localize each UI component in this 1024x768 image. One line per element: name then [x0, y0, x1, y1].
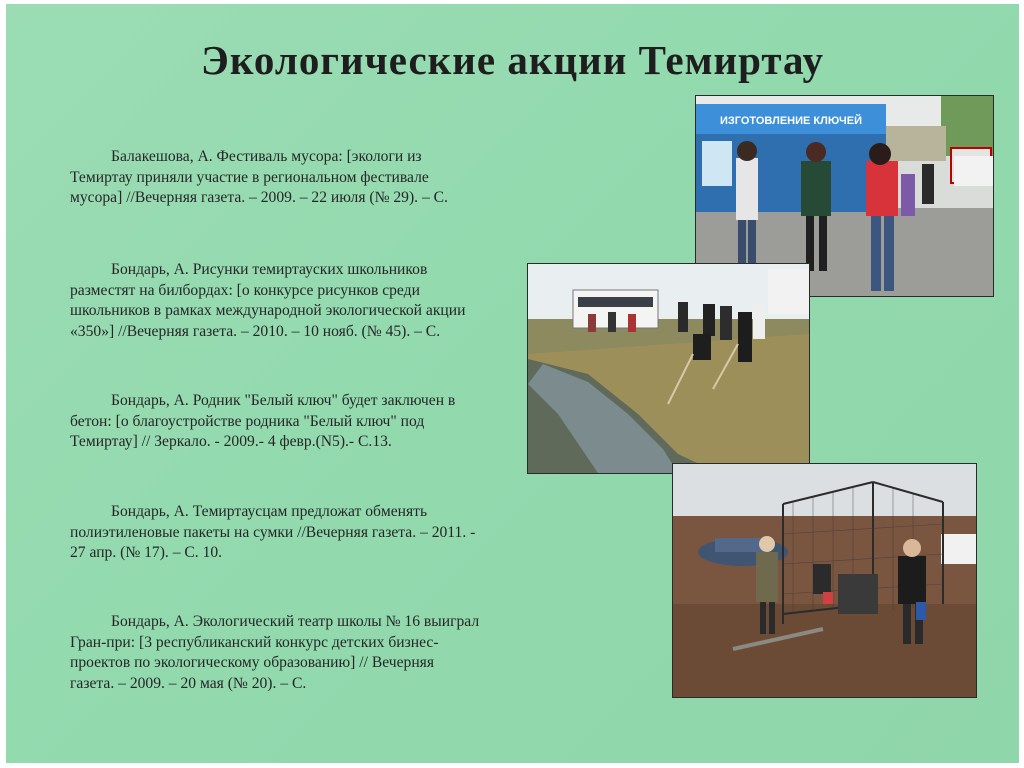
- photo-spring-cage: [672, 463, 977, 698]
- slide-title: Экологические акции Темиртау: [201, 37, 824, 83]
- slide: [6, 4, 1019, 763]
- photo-stream-cleanup: [527, 263, 810, 474]
- reference-entry-5: Бондарь, А. Экологический театр школы № 16 выиграл Гран-при: [3 республиканский конкурс детских бизнес-проектов по экологическому образованию] // Вечерняя газета. – 2009. – 20 мая (№ 20). – С.: [70, 613, 480, 692]
- reference-entry-2: Бондарь, А. Рисунки темиртауских школьников разместят на билбордах: [о конкурсе рисунков среди школьников в рамках международной экологической акции «350»] //Вечерняя газета. – 2010. – 10 нояб. (№ 45). – С.: [70, 261, 466, 340]
- reference-entry-4: Бондарь, А. Темиртаусцам предложат обменять полиэтиленовые пакеты на сумки //Вечерняя газета. – 2011. - 27 апр. (№ 17). – С. 10.: [70, 503, 476, 561]
- reference-entry-1: Балакешова, А. Фестиваль мусора: [экологи из Темиртау приняли участие в региональном фестивале мусора] //Вечерняя газета. – 2009. – 22 июля (№ 29). – С.: [70, 148, 448, 206]
- reference-entry-3: Бондарь, А. Родник "Белый ключ" будет заключен в бетон: [о благоустройстве родника "Белый ключ" под Темиртау] // Зеркало. - 2009.- 4 февр.(N5).- С.13.: [70, 392, 456, 450]
- kiosk-sign: ИЗГОТОВЛЕНИЕ КЛЮЧЕЙ: [719, 115, 863, 127]
